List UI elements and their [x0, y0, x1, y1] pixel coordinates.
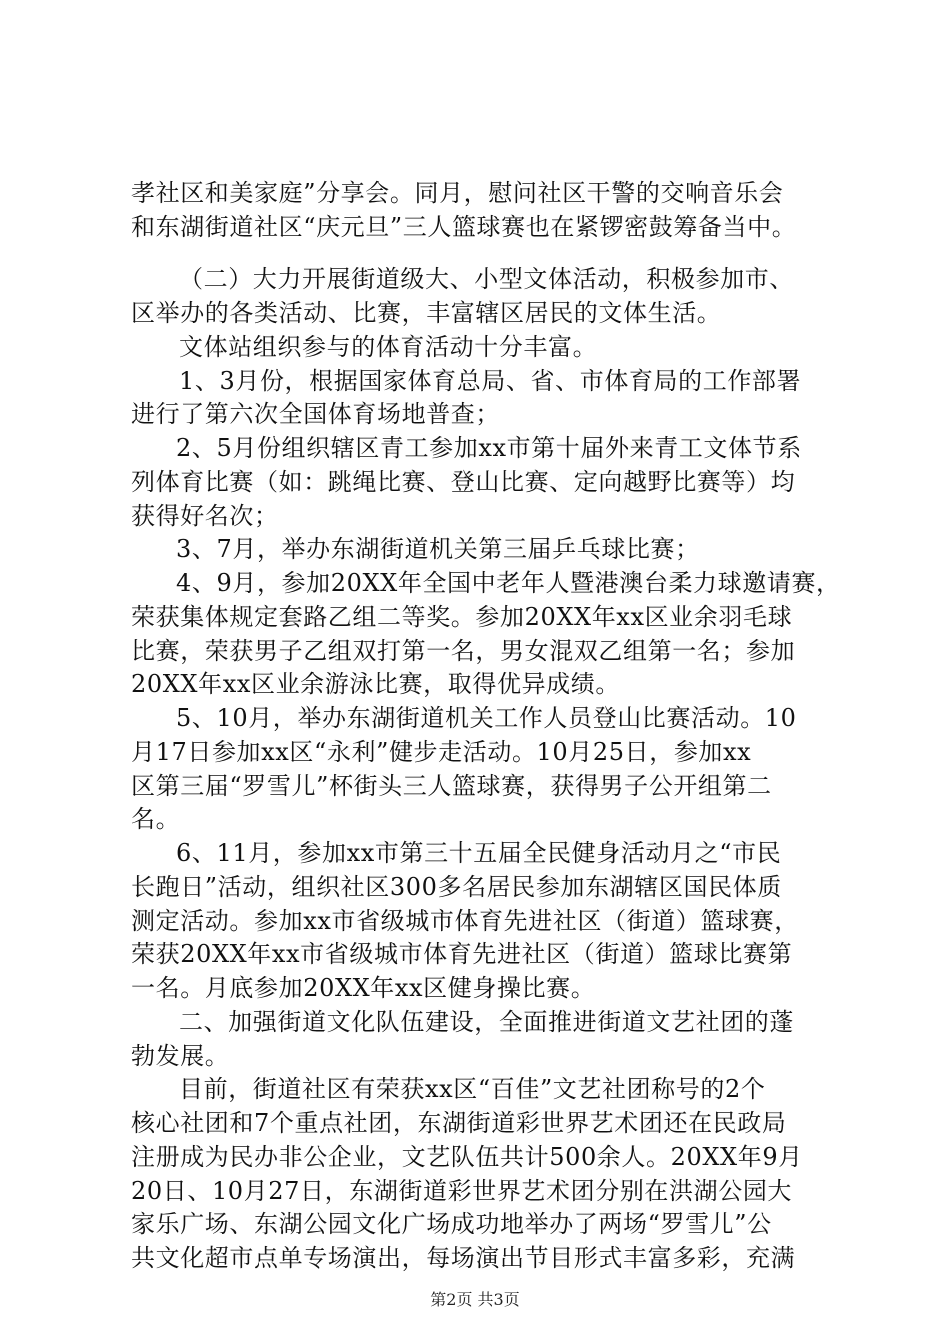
text-line: 孝社区和美家庭”分享会。同月，慰问社区干警的交响音乐会 — [131, 179, 784, 207]
text-line: 核心社团和7个重点社团，东湖街道彩世界艺术团还在民政局 — [131, 1109, 787, 1137]
text-line: 3、7月，举办东湖街道机关第三届乒乓球比赛； — [176, 535, 700, 563]
text-line: 区举办的各类活动、比赛，丰富辖区居民的文体生活。 — [131, 299, 722, 327]
text-line: 获得好名次； — [131, 502, 279, 530]
text-line: 区第三届“罗雪儿”杯街头三人篮球赛，获得男子公开组第二 — [131, 772, 772, 800]
page-footer: 第2页 共3页 — [430, 1290, 520, 1309]
section-heading: （二）大力开展街道级大、小型文体活动，积极参加市、 — [179, 265, 794, 293]
text-line: 一名。月底参加20XX年xx区健身操比赛。 — [131, 974, 596, 1002]
text-line: 比赛，荣获男子乙组双打第一名，男女混双乙组第一名；参加 — [131, 637, 796, 665]
text-line: 1、3月份，根据国家体育总局、省、市体育局的工作部署 — [179, 367, 802, 395]
text-line: 目前，街道社区有荣获xx区“百佳”文艺社团称号的2个 — [179, 1075, 766, 1103]
text-line: 4、9月，参加20XX年全国中老年人暨港澳台柔力球邀请赛， — [176, 569, 841, 597]
text-line: 文体站组织参与的体育活动十分丰富。 — [179, 333, 598, 361]
text-line: 2、5月份组织辖区青工参加xx市第十届外来青工文体节系 — [176, 434, 802, 462]
text-line: 勃发展。 — [131, 1042, 230, 1070]
text-line: 共文化超市点单专场演出，每场演出节目形式丰富多彩，充满 — [131, 1244, 796, 1272]
text-line: 家乐广场、东湖公园文化广场成功地举办了两场“罗雪儿”公 — [131, 1210, 772, 1238]
section-heading: 二、加强街道文化队伍建设，全面推进街道文艺社团的蓬 — [179, 1008, 794, 1036]
text-line: 月17日参加xx区“永利”健步走活动。10月25日，参加xx — [131, 738, 752, 766]
text-line: 6、11月，参加xx市第三十五届全民健身活动月之“市民 — [176, 839, 782, 867]
text-line: 名。 — [131, 805, 181, 833]
text-line: 20XX年xx区业余游泳比赛，取得优异成绩。 — [131, 670, 620, 698]
text-line: 注册成为民办非公企业，文艺队伍共计500余人。20XX年9月 — [131, 1143, 803, 1171]
text-line: 测定活动。参加xx市省级城市体育先进社区（街道）篮球赛， — [131, 907, 799, 935]
text-line: 荣获集体规定套路乙组二等奖。参加20XX年xx区业余羽毛球 — [131, 603, 793, 631]
text-line: 20日、10月27日，东湖街道彩世界艺术团分别在洪湖公园大 — [131, 1177, 793, 1205]
text-line: 长跑日”活动，组织社区300多名居民参加东湖辖区国民体质 — [131, 873, 782, 901]
text-line: 列体育比赛（如：跳绳比赛、登山比赛、定向越野比赛等）均 — [131, 468, 796, 496]
text-line: 5、10月，举办东湖街道机关工作人员登山比赛活动。10 — [176, 704, 797, 732]
text-line: 进行了第六次全国体育场地普查； — [131, 400, 500, 428]
text-line: 和东湖街道社区“庆元旦”三人篮球赛也在紧锣密鼓筹备当中。 — [131, 213, 797, 241]
text-line: 荣获20XX年xx市省级城市体育先进社区（街道）篮球比赛第 — [131, 940, 793, 968]
